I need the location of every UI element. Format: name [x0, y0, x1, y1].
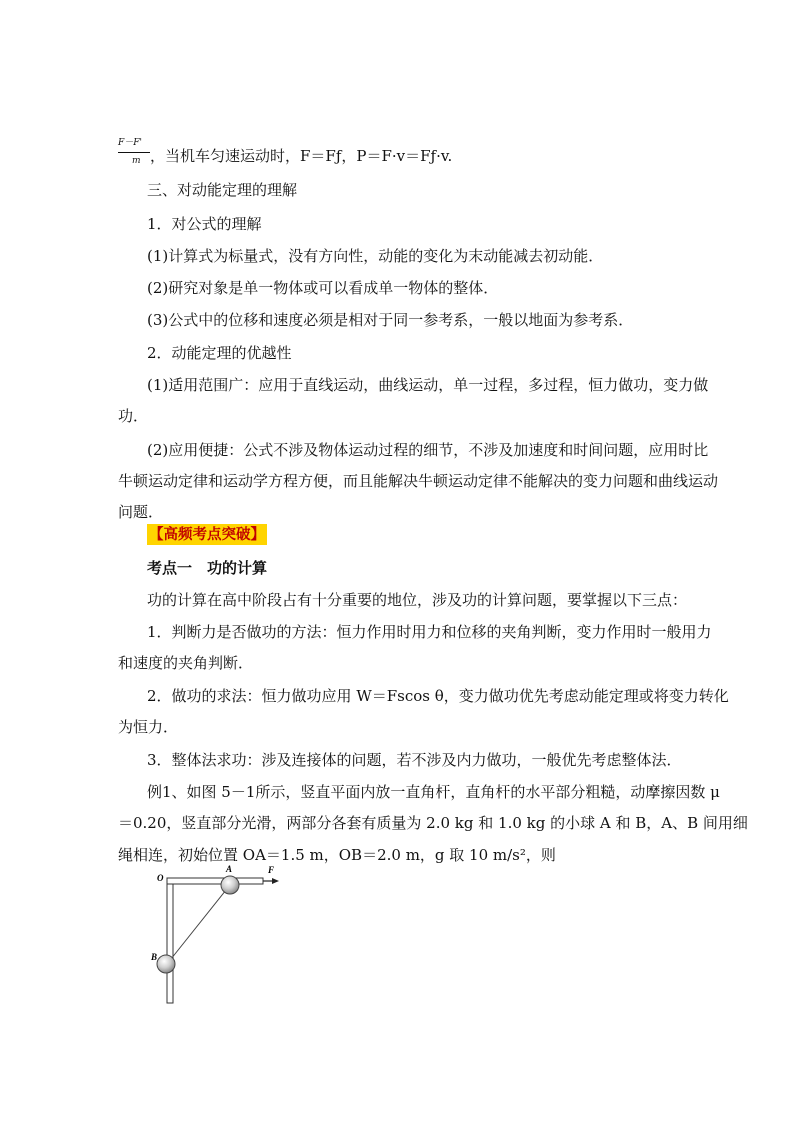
text-line-0: ，当机车匀速运动时，F＝Fƒ，P＝F·v＝Fƒ·v. — [150, 147, 453, 165]
paragraph: (2)研究对象是单一物体或可以看成单一物体的整体． — [147, 279, 499, 297]
fraction-numerator: F－F' — [118, 138, 142, 148]
string-ab — [167, 885, 230, 964]
paragraph: 3．整体法求功：涉及连接体的问题，若不涉及内力做功，一般优先考虑整体法． — [147, 751, 682, 769]
example-text: 例1、如图 5－1所示，竖直平面内放一直角杆，直角杆的水平部分粗糙，动摩擦因数 μ — [147, 783, 720, 801]
rod-diagram — [140, 862, 290, 1012]
highlight-badge: 【高频考点突破】 — [149, 526, 265, 543]
label-f: F — [268, 865, 275, 875]
paragraph: (2)应用便捷：公式不涉及物体运动过程的细节，不涉及加速度和时间问题，应用时比 — [147, 441, 709, 459]
paragraph: 功的计算在高中阶段占有十分重要的地位，涉及功的计算问题，要掌握以下三点： — [147, 591, 688, 609]
example-text: ＝0.20，竖直部分光滑，两部分各套有质量为 2.0 kg 和 1.0 kg 的小球 A 和 B，A、B 间用细 — [118, 814, 748, 832]
subheading-2: 2．动能定理的优越性 — [147, 344, 292, 362]
section-heading: 三、对动能定理的理解 — [147, 181, 298, 199]
paragraph: (1)计算式为标量式，没有方向性，动能的变化为末动能减去初动能． — [147, 247, 604, 265]
paragraph: (1)适用范围广：应用于直线运动，曲线运动，单一过程，多过程，恒力做功，变力做 — [147, 376, 709, 394]
arrow-head-icon — [272, 878, 279, 884]
fraction — [118, 138, 150, 166]
paragraph: 和速度的夹角判断． — [118, 654, 254, 672]
ball-b — [157, 955, 175, 973]
fraction-bar — [118, 152, 150, 153]
fraction-denominator: m — [132, 156, 141, 166]
paragraph: 1．判断力是否做功的方法：恒力作用时用力和位移的夹角判断，变力作用时一般用力 — [147, 623, 712, 641]
paragraph: 牛顿运动定律和运动学方程方便，而且能解决牛顿运动定律不能解决的变力问题和曲线运动 — [118, 472, 719, 490]
paragraph: 功． — [118, 407, 149, 425]
ball-a — [221, 876, 239, 894]
example-text: 绳相连，初始位置 OA＝1.5 m，OB＝2.0 m，g 取 10 m/s²，则 — [118, 846, 556, 864]
paragraph: (3)公式中的位移和速度必须是相对于同一参考系，一般以地面为参考系． — [147, 311, 634, 329]
label-o: O — [157, 873, 164, 883]
label-a: A — [226, 864, 233, 874]
label-b: B — [151, 952, 158, 962]
paragraph: 2．做功的求法：恒力做功应用 W＝Fscos θ，变力做功优先考虑动能定理或将变力转化 — [147, 687, 729, 705]
vertical-rod — [167, 878, 173, 1003]
topic-heading: 考点一 功的计算 — [147, 559, 268, 577]
horizontal-rod — [167, 878, 263, 884]
subheading-1: 1．对公式的理解 — [147, 215, 262, 233]
paragraph: 为恒力． — [118, 718, 179, 736]
paragraph: 问题． — [118, 503, 164, 521]
